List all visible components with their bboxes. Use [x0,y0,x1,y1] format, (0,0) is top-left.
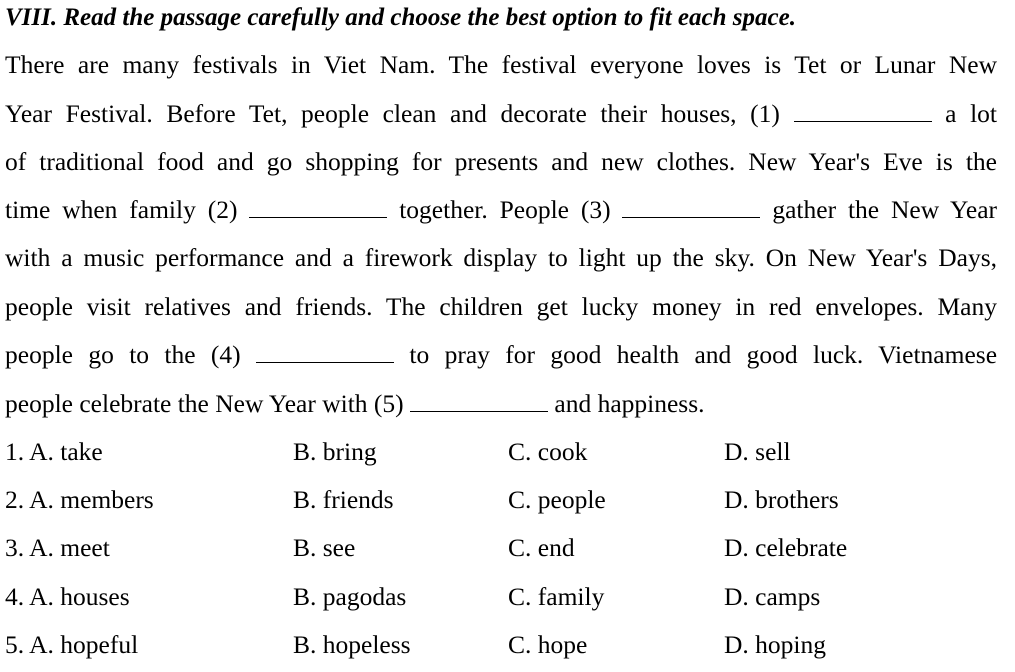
question-row-5 [5,628,997,662]
answer-blank-2[interactable] [249,197,387,218]
passage-text: Year Festival. Before Tet, people clean and decorate their houses, (1) [5,99,780,128]
passage-text: people celebrate the New Year with (5) [5,389,404,418]
option-d[interactable]: D. brothers [724,485,839,514]
option-c[interactable]: C. end [508,533,575,562]
passage-line-2 [5,97,997,131]
question-row-3 [5,531,997,565]
passage-text: and happiness. [554,389,705,418]
passage-line-7 [5,338,997,372]
section-heading: VIII. Read the passage carefully and choose the best option to fit each space. [5,4,796,31]
passage-text: a lot [945,99,998,128]
question-row-1 [5,435,997,469]
passage-line-8 [5,387,997,421]
option-b[interactable]: B. see [293,533,356,562]
passage-line-6 [5,290,997,324]
option-d[interactable]: D. celebrate [724,533,848,562]
answer-blank-3[interactable] [622,197,760,218]
option-a[interactable]: 4. A. houses [5,582,130,611]
answer-blank-1[interactable] [794,101,932,122]
passage-text: time when family (2) [5,195,238,224]
passage-text: to pray for good health and good luck. Vietnamese [409,340,998,369]
passage-text: people visit relatives and friends. The children get lucky money in red envelopes. Many [5,292,997,321]
option-d[interactable]: D. camps [724,582,821,611]
option-b[interactable]: B. pagodas [293,582,407,611]
question-row-4 [5,580,997,614]
option-a[interactable]: 3. A. meet [5,533,110,562]
option-b[interactable]: B. friends [293,485,394,514]
passage-line-5 [5,241,997,275]
option-d[interactable]: D. hoping [724,630,826,659]
option-b[interactable]: B. bring [293,437,377,466]
passage-line-1 [5,48,997,82]
option-a[interactable]: 5. A. hopeful [5,630,139,659]
passage-text: There are many festivals in Viet Nam. The festival everyone loves is Tet or Lunar New [5,50,997,79]
answer-blank-4[interactable] [256,342,394,363]
option-a[interactable]: 2. A. members [5,485,154,514]
passage-text: together. People (3) [399,195,611,224]
option-c[interactable]: C. people [508,485,606,514]
answer-blank-5[interactable] [410,391,548,412]
passage-text: people go to the (4) [5,340,241,369]
passage-line-3 [5,145,997,179]
passage-text: of traditional food and go shopping for presents and new clothes. New Year's Eve is the [5,147,997,176]
option-c[interactable]: C. hope [508,630,588,659]
option-a[interactable]: 1. A. take [5,437,103,466]
passage-text: gather the New Year [772,195,998,224]
option-c[interactable]: C. family [508,582,605,611]
option-d[interactable]: D. sell [724,437,791,466]
passage-line-4 [5,193,997,227]
option-b[interactable]: B. hopeless [293,630,411,659]
passage-text: with a music performance and a firework display to light up the sky. On New Year's Days, [5,243,997,272]
question-row-2 [5,483,997,517]
option-c[interactable]: C. cook [508,437,588,466]
